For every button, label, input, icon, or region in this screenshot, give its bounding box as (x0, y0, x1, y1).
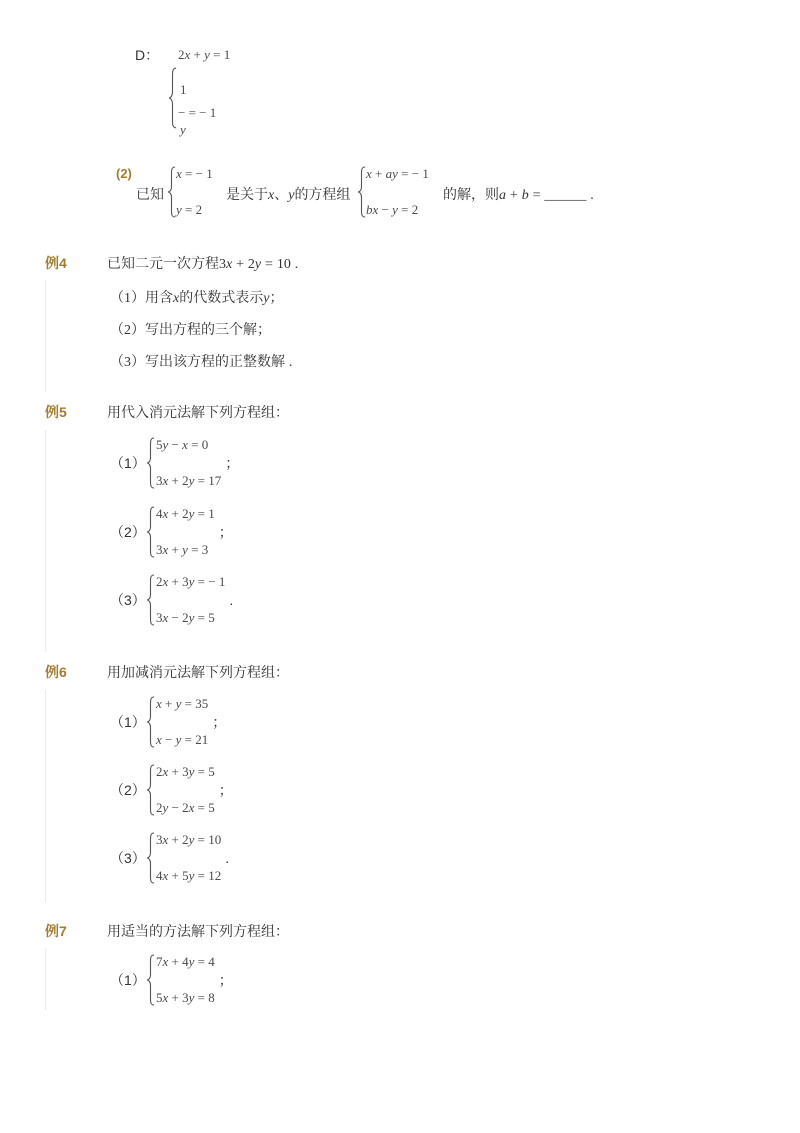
question-middle-text: 是关于x、y的方程组 (226, 186, 351, 203)
left-brace (146, 764, 155, 816)
section-rule (45, 948, 46, 1010)
equation-stack (156, 832, 221, 884)
question-lead: 已知 (136, 186, 164, 202)
equation: 2x + 3y = 5 (156, 764, 215, 779)
equation: x + ay = − 1 (366, 166, 429, 181)
equation: 5x + 3y = 8 (156, 990, 215, 1005)
equation: 3x − 2y = 5 (156, 610, 215, 625)
system-number: （2） (110, 524, 146, 540)
system-end-punctuation: ； (212, 714, 227, 730)
example-stem: 已知二元一次方程3x + 2y = 10 . (107, 255, 299, 272)
equation: 4x + 5y = 12 (156, 868, 222, 883)
equation: 2y − 2x = 5 (156, 800, 215, 815)
option-d-top-equation: 2x + y = 1 (178, 47, 231, 62)
left-brace (146, 696, 155, 748)
system-end-punctuation: . (225, 850, 230, 866)
equation: x + y = 35 (156, 696, 209, 711)
equation: 3x + y = 3 (156, 542, 209, 557)
system-end-punctuation: ； (218, 972, 233, 988)
sub-question: （3）写出该方程的正整数解 . (110, 353, 293, 370)
example-label: 例6 (45, 664, 67, 680)
system-end-punctuation: ； (218, 782, 233, 798)
equation: x − y = 21 (156, 732, 209, 747)
equation-system (110, 832, 229, 884)
option-d-line: − = − 1 (178, 105, 217, 120)
system-number: （1） (110, 455, 146, 471)
equation: 3x + 2y = 17 (156, 473, 222, 488)
option-d-label: D： (135, 47, 160, 63)
equation-system (110, 437, 239, 489)
equation: 2x + 3y = − 1 (156, 574, 226, 589)
equation: 3x + 2y = 10 (156, 832, 222, 847)
equation-system (110, 506, 233, 558)
equation: 4x + 2y = 1 (156, 506, 215, 521)
system-number: （1） (110, 972, 146, 988)
section-rule (45, 430, 46, 652)
equation-stack (156, 764, 215, 816)
system-end-punctuation: . (229, 592, 234, 608)
equation: x = − 1 (176, 166, 213, 181)
example-label: 例5 (45, 404, 67, 420)
example-label: 例7 (45, 923, 67, 939)
option-d-line: 1 (180, 82, 187, 97)
example-stem: 用加减消元法解下列方程组： (107, 664, 289, 680)
left-brace (146, 954, 155, 1006)
equation-stack (156, 954, 215, 1006)
left-brace (357, 166, 366, 218)
equation: 7x + 4y = 4 (156, 954, 215, 969)
example-stem: 用适当的方法解下列方程组： (107, 923, 289, 939)
equation-system (110, 696, 226, 748)
equation-stack (156, 574, 225, 626)
section-rule (45, 690, 46, 902)
equation: y = 2 (176, 202, 203, 217)
question-tail-blank: 的解，则a + b = ______ . (443, 186, 594, 203)
section-rule (45, 280, 46, 392)
left-brace (146, 832, 155, 884)
left-brace (146, 574, 155, 626)
equation-system (110, 574, 233, 626)
system-number: （3） (110, 850, 146, 866)
equation-stack (156, 506, 215, 558)
equation-stack (156, 696, 208, 748)
system-end-punctuation: ； (225, 455, 240, 471)
equation-system (110, 764, 233, 816)
equation: bx − y = 2 (366, 202, 419, 217)
equation-stack (156, 437, 221, 489)
equation-stack (366, 166, 429, 218)
sub-question: （2）写出方程的三个解； (110, 321, 271, 338)
system-end-punctuation: ； (218, 524, 233, 540)
left-brace (146, 506, 155, 558)
left-brace (167, 166, 176, 218)
sub-question: （1）用含x的代数式表示y； (110, 289, 284, 306)
question-number: (2) (116, 166, 132, 181)
system-number: （2） (110, 782, 146, 798)
left-brace (168, 67, 177, 129)
left-brace (146, 437, 155, 489)
system-number: （3） (110, 592, 146, 608)
equation-system (110, 954, 233, 1006)
equation: 5y − x = 0 (156, 437, 209, 452)
example-stem: 用代入消元法解下列方程组： (107, 404, 289, 420)
given-solution-stack (176, 166, 213, 218)
option-d-line: y (180, 122, 186, 137)
example-label: 例4 (45, 255, 67, 271)
system-number: （1） (110, 714, 146, 730)
